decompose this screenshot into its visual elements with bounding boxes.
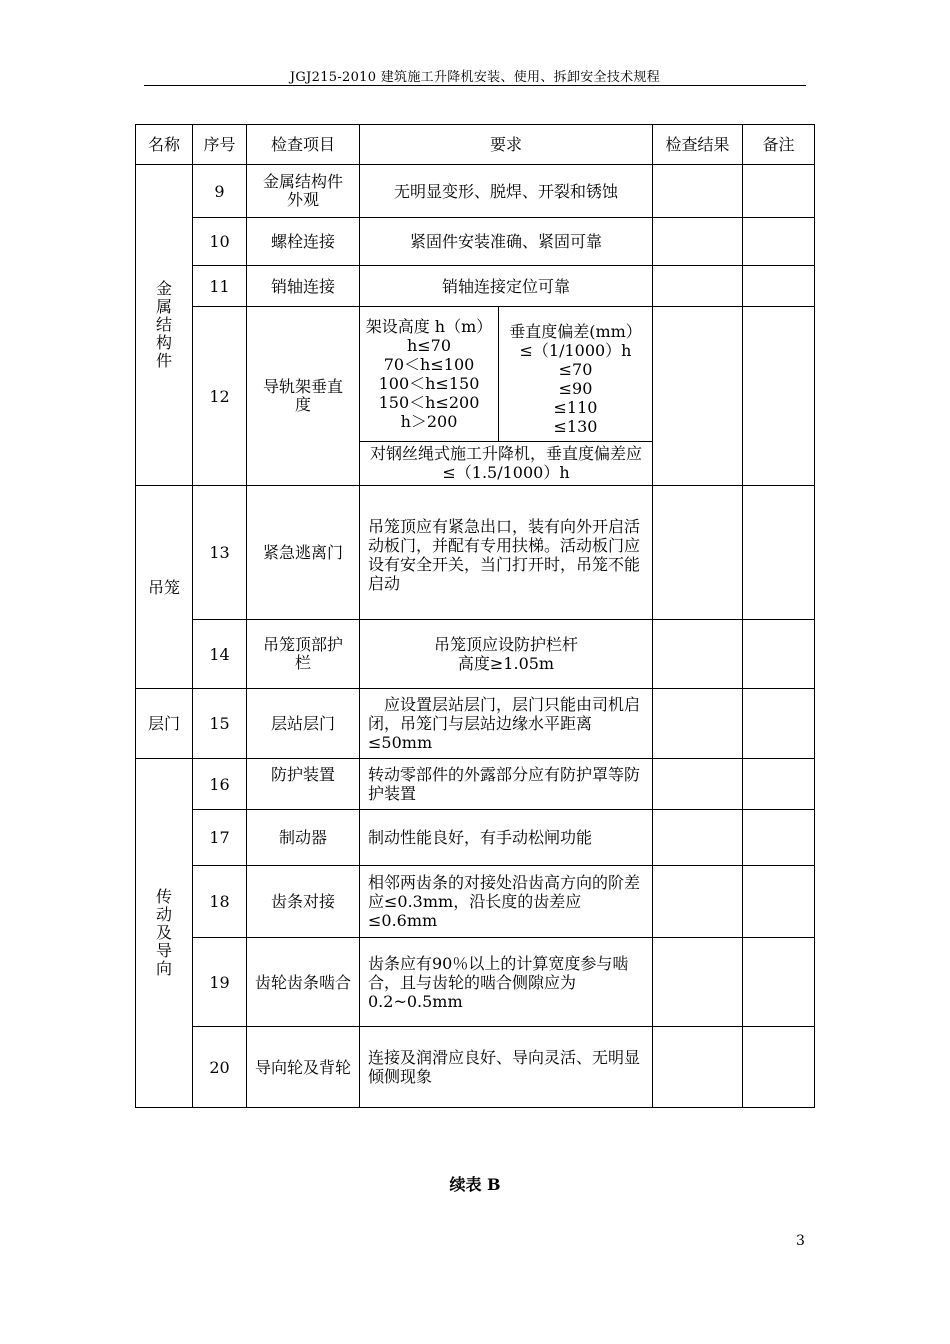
header-result: 检查结果 bbox=[653, 125, 743, 165]
row-no: 14 bbox=[193, 620, 247, 689]
wire-rope-note: 对钢丝绳式施工升降机，垂直度偏差应≤（1.5/1000）h bbox=[360, 442, 652, 486]
table-row bbox=[136, 938, 815, 1027]
continued-table-title: 续表 B bbox=[449, 1175, 501, 1194]
row-item: 导向轮及背轮 bbox=[247, 1027, 360, 1108]
result-cell bbox=[653, 266, 743, 307]
requirement-line: 吊笼顶应设防护栏杆 bbox=[433, 635, 578, 654]
remarks-cell bbox=[743, 810, 815, 866]
result-cell bbox=[653, 620, 743, 689]
category-metal bbox=[136, 165, 193, 486]
height-column bbox=[360, 307, 499, 442]
category-label: 传动及导向 bbox=[155, 887, 172, 978]
header-no: 序号 bbox=[193, 125, 247, 165]
result-cell bbox=[653, 759, 743, 810]
table-row bbox=[136, 759, 815, 810]
row-item: 层站层门 bbox=[247, 689, 360, 759]
height-value: h＞200 bbox=[400, 412, 458, 431]
header-remarks: 备注 bbox=[743, 125, 815, 165]
table-row bbox=[136, 620, 815, 689]
header-name: 名称 bbox=[136, 125, 193, 165]
table-row bbox=[136, 1027, 815, 1108]
table-row bbox=[136, 266, 815, 307]
height-value: 70＜h≤100 bbox=[383, 355, 475, 374]
row-no: 16 bbox=[193, 759, 247, 810]
result-cell bbox=[653, 486, 743, 620]
height-header: 架设高度 h（m） bbox=[365, 317, 493, 336]
requirement-line: 高度≥1.05m bbox=[457, 654, 555, 673]
result-cell bbox=[653, 810, 743, 866]
remarks-cell bbox=[743, 218, 815, 266]
row-item: 防护装置 bbox=[247, 759, 360, 810]
remarks-cell bbox=[743, 938, 815, 1027]
row-requirement: 制动性能良好，有手动松闸功能 bbox=[360, 810, 653, 866]
height-value: 150＜h≤200 bbox=[378, 393, 480, 412]
table-row bbox=[136, 218, 815, 266]
remarks-cell bbox=[743, 759, 815, 810]
row-no: 17 bbox=[193, 810, 247, 866]
row-item: 销轴连接 bbox=[247, 266, 360, 307]
page-number: 3 bbox=[796, 1233, 805, 1249]
deviation-value: ≤110 bbox=[553, 398, 598, 417]
remarks-cell bbox=[743, 1027, 815, 1108]
item-label: 导轨架垂直度 bbox=[262, 377, 343, 414]
result-cell bbox=[653, 1027, 743, 1108]
row-item: 齿条对接 bbox=[247, 866, 360, 938]
verticality-subtable bbox=[360, 307, 652, 485]
deviation-value: ≤90 bbox=[558, 379, 593, 398]
deviation-header: 垂直度偏差(mm） bbox=[509, 322, 642, 341]
header-requirement: 要求 bbox=[360, 125, 653, 165]
inspection-table bbox=[135, 124, 815, 1108]
running-header: JGJ215-2010 建筑施工升降机安装、使用、拆卸安全技术规程 bbox=[289, 70, 661, 85]
remarks-cell bbox=[743, 307, 815, 486]
category-drive bbox=[136, 759, 193, 1108]
remarks-cell bbox=[743, 266, 815, 307]
row-requirement: 紧固件安装准确、紧固可靠 bbox=[360, 218, 653, 266]
remarks-cell bbox=[743, 165, 815, 218]
result-cell bbox=[653, 938, 743, 1027]
result-cell bbox=[653, 165, 743, 218]
header-item: 检查项目 bbox=[247, 125, 360, 165]
category-label: 金属结构件 bbox=[155, 279, 172, 370]
row-no: 18 bbox=[193, 866, 247, 938]
deviation-value: ≤（1/1000）h bbox=[519, 341, 632, 360]
row-requirement: 应设置层站层门，层门只能由司机启闭，吊笼门与层站边缘水平距离≤50mm bbox=[360, 689, 653, 759]
row-no: 9 bbox=[193, 165, 247, 218]
table-row bbox=[136, 486, 815, 620]
row-item bbox=[247, 165, 360, 218]
row-requirement: 相邻两齿条的对接处沿齿高方向的阶差应≤0.3mm，沿长度的齿差应≤0.6mm bbox=[360, 866, 653, 938]
row-item: 螺栓连接 bbox=[247, 218, 360, 266]
height-value: h≤70 bbox=[406, 336, 452, 355]
row-item: 齿轮齿条啮合 bbox=[247, 938, 360, 1027]
deviation-value: ≤70 bbox=[558, 360, 593, 379]
item-label: 吊笼顶部护栏 bbox=[262, 635, 343, 672]
remarks-cell bbox=[743, 866, 815, 938]
deviation-value: ≤130 bbox=[553, 417, 598, 436]
result-cell bbox=[653, 866, 743, 938]
table-row bbox=[136, 810, 815, 866]
height-value: 100＜h≤150 bbox=[378, 374, 480, 393]
row-requirement: 转动零部件的外露部分应有防护罩等防护装置 bbox=[360, 759, 653, 810]
row-no: 20 bbox=[193, 1027, 247, 1108]
result-cell bbox=[653, 689, 743, 759]
remarks-cell bbox=[743, 689, 815, 759]
row-item bbox=[247, 620, 360, 689]
category-landing: 层门 bbox=[136, 689, 193, 759]
verticality-requirement bbox=[360, 307, 653, 486]
row-requirement: 吊笼顶应有紧急出口，装有向外开启活动板门，并配有专用扶梯。活动板门应设有安全开关，当门打开时，吊笼不能启动 bbox=[360, 486, 653, 620]
row-no: 11 bbox=[193, 266, 247, 307]
row-no: 19 bbox=[193, 938, 247, 1027]
deviation-column bbox=[499, 307, 653, 442]
result-cell bbox=[653, 307, 743, 486]
table-header-row bbox=[136, 125, 815, 165]
item-label: 金属结构件外观 bbox=[262, 172, 343, 209]
row-no: 15 bbox=[193, 689, 247, 759]
table-row bbox=[136, 866, 815, 938]
remarks-cell bbox=[743, 620, 815, 689]
row-requirement: 无明显变形、脱焊、开裂和锈蚀 bbox=[360, 165, 653, 218]
row-no: 12 bbox=[193, 307, 247, 486]
row-item: 紧急逃离门 bbox=[247, 486, 360, 620]
row-requirement bbox=[360, 620, 653, 689]
table-row bbox=[136, 165, 815, 218]
table-row bbox=[136, 689, 815, 759]
row-requirement: 销轴连接定位可靠 bbox=[360, 266, 653, 307]
row-requirement: 连接及润滑应良好、导向灵活、无明显倾侧现象 bbox=[360, 1027, 653, 1108]
row-item bbox=[247, 307, 360, 486]
header-rule bbox=[144, 85, 806, 86]
category-cage: 吊笼 bbox=[136, 486, 193, 689]
row-requirement: 齿条应有90％以上的计算宽度参与啮合，且与齿轮的啮合侧隙应为0.2~0.5mm bbox=[360, 938, 653, 1027]
table-row bbox=[136, 307, 815, 486]
row-no: 10 bbox=[193, 218, 247, 266]
row-no: 13 bbox=[193, 486, 247, 620]
row-item: 制动器 bbox=[247, 810, 360, 866]
result-cell bbox=[653, 218, 743, 266]
remarks-cell bbox=[743, 486, 815, 620]
